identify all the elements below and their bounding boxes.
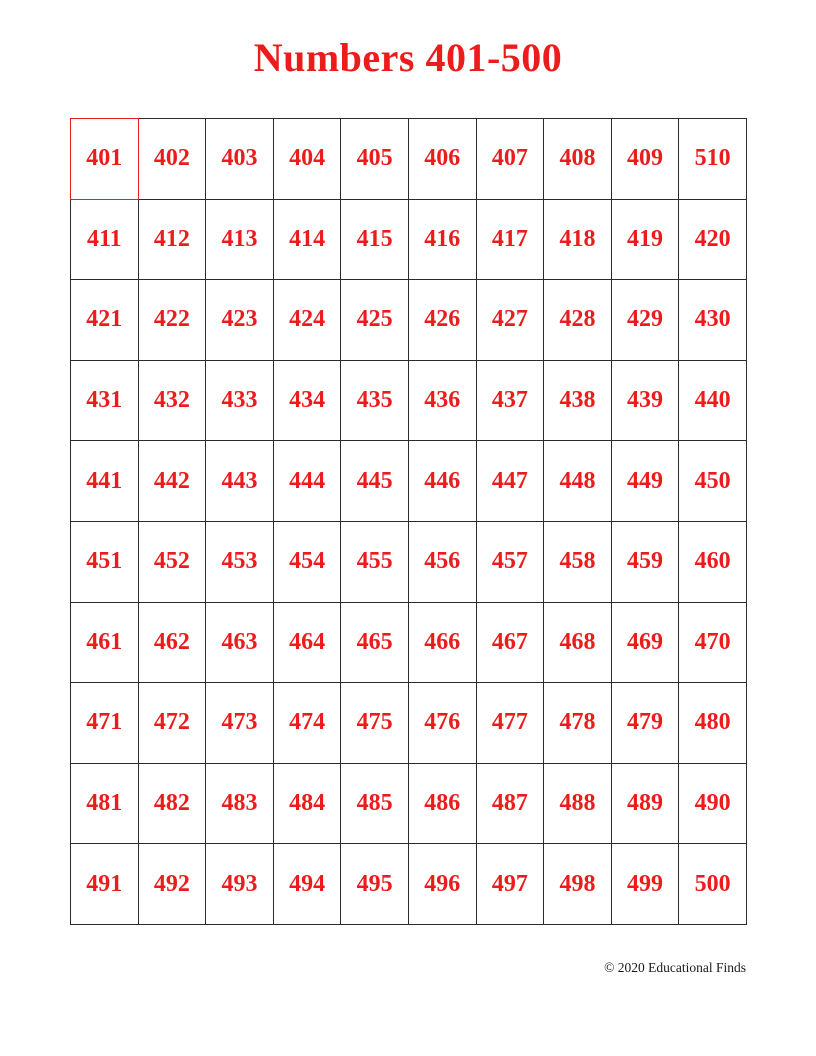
table-row [71, 360, 747, 441]
grid-cell[interactable]: 418 [544, 199, 612, 280]
grid-cell[interactable]: 437 [476, 360, 544, 441]
grid-cell[interactable]: 472 [138, 683, 206, 764]
grid-cell[interactable]: 510 [679, 119, 747, 200]
grid-cell[interactable]: 442 [138, 441, 206, 522]
grid-cell[interactable]: 469 [611, 602, 679, 683]
grid-cell[interactable]: 443 [206, 441, 274, 522]
grid-cell[interactable]: 498 [544, 844, 612, 925]
grid-cell[interactable]: 482 [138, 763, 206, 844]
grid-cell[interactable]: 491 [71, 844, 139, 925]
grid-cell[interactable]: 426 [408, 280, 476, 361]
grid-cell[interactable]: 485 [341, 763, 409, 844]
grid-cell[interactable]: 401 [71, 119, 139, 200]
grid-cell[interactable]: 420 [679, 199, 747, 280]
grid-cell[interactable]: 446 [408, 441, 476, 522]
copyright-footer: © 2020 Educational Finds [604, 960, 746, 975]
grid-cell[interactable]: 483 [206, 763, 274, 844]
grid-cell[interactable]: 405 [341, 119, 409, 200]
grid-cell[interactable]: 431 [71, 360, 139, 441]
grid-cell[interactable]: 441 [71, 441, 139, 522]
grid-cell[interactable]: 474 [273, 683, 341, 764]
grid-cell[interactable]: 458 [544, 521, 612, 602]
grid-cell[interactable]: 499 [611, 844, 679, 925]
grid-cell[interactable]: 406 [408, 119, 476, 200]
table-row [71, 683, 747, 764]
table-row [71, 199, 747, 280]
grid-cell[interactable]: 486 [408, 763, 476, 844]
grid-cell[interactable]: 476 [408, 683, 476, 764]
grid-cell[interactable]: 447 [476, 441, 544, 522]
grid-cell[interactable]: 438 [544, 360, 612, 441]
table-row [71, 441, 747, 522]
grid-cell[interactable]: 493 [206, 844, 274, 925]
grid-cell[interactable]: 455 [341, 521, 409, 602]
grid-cell[interactable]: 451 [71, 521, 139, 602]
grid-cell[interactable]: 419 [611, 199, 679, 280]
grid-cell[interactable]: 433 [206, 360, 274, 441]
grid-cell[interactable]: 412 [138, 199, 206, 280]
grid-cell[interactable]: 414 [273, 199, 341, 280]
grid-cell[interactable]: 430 [679, 280, 747, 361]
grid-cell[interactable]: 411 [71, 199, 139, 280]
grid-cell[interactable]: 421 [71, 280, 139, 361]
page-title: Numbers 401-500 [253, 35, 563, 80]
grid-cell[interactable]: 500 [679, 844, 747, 925]
grid-cell[interactable]: 436 [408, 360, 476, 441]
grid-cell[interactable]: 488 [544, 763, 612, 844]
table-row [71, 602, 747, 683]
grid-cell[interactable]: 484 [273, 763, 341, 844]
grid-cell[interactable]: 490 [679, 763, 747, 844]
grid-cell[interactable]: 479 [611, 683, 679, 764]
grid-cell[interactable]: 454 [273, 521, 341, 602]
number-grid-container [70, 118, 747, 925]
grid-cell[interactable]: 478 [544, 683, 612, 764]
grid-cell[interactable]: 462 [138, 602, 206, 683]
grid-cell[interactable]: 413 [206, 199, 274, 280]
grid-cell[interactable]: 463 [206, 602, 274, 683]
grid-cell[interactable]: 429 [611, 280, 679, 361]
grid-cell[interactable]: 450 [679, 441, 747, 522]
grid-cell[interactable]: 496 [408, 844, 476, 925]
grid-cell[interactable]: 435 [341, 360, 409, 441]
grid-cell[interactable]: 403 [206, 119, 274, 200]
grid-cell[interactable]: 494 [273, 844, 341, 925]
grid-cell[interactable]: 439 [611, 360, 679, 441]
grid-cell[interactable]: 408 [544, 119, 612, 200]
grid-cell[interactable]: 449 [611, 441, 679, 522]
grid-cell[interactable]: 456 [408, 521, 476, 602]
grid-cell[interactable]: 432 [138, 360, 206, 441]
grid-cell[interactable]: 417 [476, 199, 544, 280]
grid-cell[interactable]: 497 [476, 844, 544, 925]
grid-cell[interactable]: 416 [408, 199, 476, 280]
grid-cell[interactable]: 457 [476, 521, 544, 602]
table-row [71, 280, 747, 361]
grid-cell[interactable]: 465 [341, 602, 409, 683]
grid-cell[interactable]: 460 [679, 521, 747, 602]
number-grid [70, 118, 747, 925]
grid-cell[interactable]: 467 [476, 602, 544, 683]
grid-cell[interactable]: 461 [71, 602, 139, 683]
grid-cell[interactable]: 444 [273, 441, 341, 522]
table-row [71, 844, 747, 925]
grid-cell[interactable]: 459 [611, 521, 679, 602]
grid-cell[interactable]: 402 [138, 119, 206, 200]
grid-cell[interactable]: 440 [679, 360, 747, 441]
grid-cell[interactable]: 471 [71, 683, 139, 764]
grid-cell[interactable]: 464 [273, 602, 341, 683]
grid-cell[interactable]: 404 [273, 119, 341, 200]
grid-cell[interactable]: 434 [273, 360, 341, 441]
grid-cell[interactable]: 492 [138, 844, 206, 925]
grid-cell[interactable]: 475 [341, 683, 409, 764]
grid-cell[interactable]: 481 [71, 763, 139, 844]
grid-cell[interactable]: 428 [544, 280, 612, 361]
grid-cell[interactable]: 453 [206, 521, 274, 602]
grid-cell[interactable]: 480 [679, 683, 747, 764]
grid-cell[interactable]: 425 [341, 280, 409, 361]
grid-cell[interactable]: 448 [544, 441, 612, 522]
grid-cell[interactable]: 409 [611, 119, 679, 200]
grid-cell[interactable]: 495 [341, 844, 409, 925]
grid-cell[interactable]: 424 [273, 280, 341, 361]
grid-cell[interactable]: 487 [476, 763, 544, 844]
grid-cell[interactable]: 477 [476, 683, 544, 764]
grid-cell[interactable]: 407 [476, 119, 544, 200]
grid-cell[interactable]: 489 [611, 763, 679, 844]
grid-cell[interactable]: 415 [341, 199, 409, 280]
grid-cell[interactable]: 452 [138, 521, 206, 602]
grid-cell[interactable]: 427 [476, 280, 544, 361]
table-row [71, 119, 747, 200]
grid-cell[interactable]: 422 [138, 280, 206, 361]
grid-cell[interactable]: 468 [544, 602, 612, 683]
grid-cell[interactable]: 445 [341, 441, 409, 522]
table-row [71, 521, 747, 602]
grid-cell[interactable]: 466 [408, 602, 476, 683]
table-row [71, 763, 747, 844]
grid-cell[interactable]: 470 [679, 602, 747, 683]
grid-cell[interactable]: 423 [206, 280, 274, 361]
grid-cell[interactable]: 473 [206, 683, 274, 764]
